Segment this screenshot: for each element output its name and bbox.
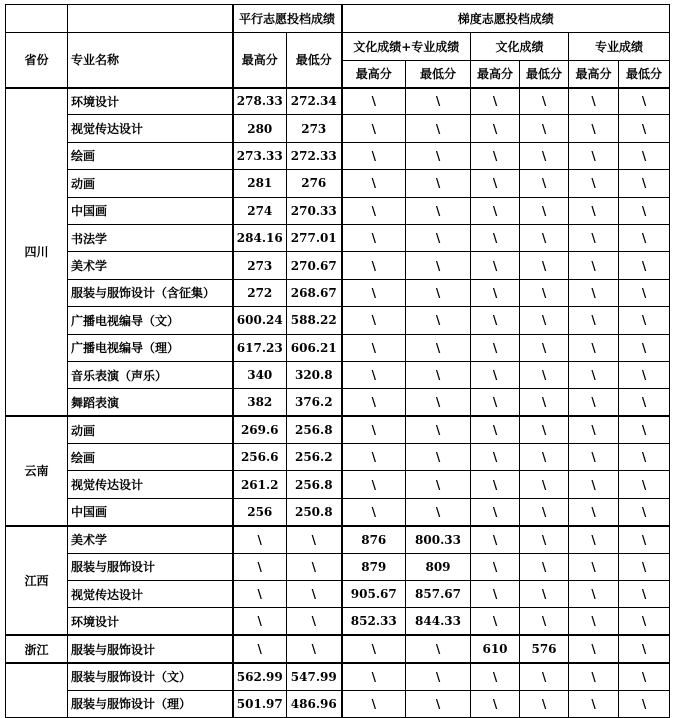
major-name-cell: 动画 [68,170,233,197]
major-name-cell: 美术学 [68,526,233,553]
gradient-score-cell: \ [569,526,619,553]
gradient-score-cell: 857.67 [406,581,471,608]
table-row [6,526,670,553]
gradient-score-cell: \ [471,444,520,471]
major-name-cell: 美术学 [68,252,233,279]
table-row [6,444,670,471]
gradient-score-cell: \ [471,197,520,224]
gradient-score-cell: \ [619,690,670,717]
gradient-score-cell: \ [520,526,569,553]
gradient-score-cell: \ [569,608,619,635]
gradient-score-cell: \ [569,389,619,416]
parallel-min-cell: 256.2 [287,444,342,471]
major-name-cell: 视觉传达设计 [68,115,233,142]
gradient-score-cell: \ [471,142,520,169]
gradient-score-cell: \ [569,279,619,306]
parallel-max-cell: 269.6 [233,416,287,443]
parallel-min-cell: \ [287,608,342,635]
parallel-min-cell: 256.8 [287,416,342,443]
gradient-score-cell: \ [471,224,520,251]
gradient-score-cell: \ [619,498,670,525]
gradient-score-cell: \ [520,471,569,498]
gradient-score-cell: \ [471,663,520,690]
gradient-score-cell: \ [342,88,406,115]
parallel-min-cell: 270.33 [287,197,342,224]
gradient-score-cell: \ [569,553,619,580]
parallel-min-cell: 270.67 [287,252,342,279]
gradient-score-cell: \ [406,663,471,690]
gradient-score-cell: \ [520,170,569,197]
gradient-score-cell: \ [406,197,471,224]
parallel-max-cell: 284.16 [233,224,287,251]
gradient-score-cell: \ [342,690,406,717]
gradient-score-cell: \ [406,88,471,115]
g1-min-header: 最低分 [406,61,471,88]
gradient-score-cell: \ [569,361,619,388]
province-column-header: 省份 [6,33,68,88]
gradient-score-cell: \ [520,608,569,635]
gradient-score-cell: \ [619,334,670,361]
g1-max-header: 最高分 [342,61,406,88]
province-cell: 江西 [6,526,68,636]
culture-header: 文化成绩 [471,33,569,61]
parallel-min-cell: 272.33 [287,142,342,169]
gradient-score-cell: \ [342,334,406,361]
gradient-score-cell: \ [520,416,569,443]
gradient-score-cell: \ [520,444,569,471]
gradient-score-cell: \ [520,115,569,142]
parallel-min-cell: 272.34 [287,88,342,115]
gradient-score-cell: \ [342,279,406,306]
gradient-score-cell: \ [406,389,471,416]
gradient-score-cell: \ [619,307,670,334]
gradient-score-cell: \ [471,608,520,635]
major-name-cell: 中国画 [68,498,233,525]
gradient-score-cell: \ [406,307,471,334]
gradient-score-cell: 905.67 [342,581,406,608]
major-name-cell: 动画 [68,416,233,443]
gradient-score-cell: \ [406,471,471,498]
major-name-cell: 环境设计 [68,88,233,115]
gradient-score-cell: \ [569,663,619,690]
gradient-score-cell: \ [569,170,619,197]
major-name-cell: 绘画 [68,142,233,169]
gradient-score-cell: \ [619,197,670,224]
gradient-score-cell: \ [569,142,619,169]
major-column-header: 专业名称 [68,33,233,88]
parallel-max-header: 最高分 [233,33,287,88]
gradient-score-cell: \ [520,663,569,690]
gradient-score-cell: \ [569,252,619,279]
gradient-score-cell: \ [342,498,406,525]
parallel-min-cell: 250.8 [287,498,342,525]
parallel-max-cell: \ [233,581,287,608]
gradient-score-cell: \ [342,663,406,690]
province-cell [6,663,68,718]
major-score-header: 专业成绩 [569,33,670,61]
gradient-score-cell: \ [520,88,569,115]
table-row [6,224,670,251]
gradient-score-cell: \ [342,197,406,224]
province-cell: 浙江 [6,635,68,662]
parallel-max-cell: 617.23 [233,334,287,361]
parallel-max-cell: 562.99 [233,663,287,690]
table-row [6,361,670,388]
gradient-score-cell: \ [471,553,520,580]
g2-min-header: 最低分 [520,61,569,88]
gradient-score-cell: \ [471,279,520,306]
major-name-cell: 服装与服饰设计（文） [68,663,233,690]
gradient-score-cell: 610 [471,635,520,662]
major-name-cell: 音乐表演（声乐） [68,361,233,388]
parallel-max-cell: 273 [233,252,287,279]
parallel-max-cell: \ [233,553,287,580]
gradient-score-cell: \ [406,690,471,717]
gradient-score-cell: \ [520,553,569,580]
gradient-score-cell: \ [619,142,670,169]
culture-plus-major-header: 文化成绩+专业成绩 [342,33,471,61]
gradient-score-cell: \ [406,635,471,662]
major-name-cell: 绘画 [68,444,233,471]
major-name-cell: 服装与服饰设计 [68,553,233,580]
gradient-score-cell: \ [342,389,406,416]
gradient-score-cell: \ [471,252,520,279]
table-row [6,115,670,142]
gradient-score-cell: \ [520,279,569,306]
gradient-score-cell: \ [406,224,471,251]
parallel-max-cell: \ [233,526,287,553]
gradient-score-cell: \ [471,170,520,197]
parallel-min-cell: 256.8 [287,471,342,498]
gradient-score-cell: \ [406,279,471,306]
gradient-score-cell: \ [619,553,670,580]
parallel-min-cell: \ [287,581,342,608]
gradient-score-cell: \ [471,690,520,717]
table-row [6,471,670,498]
gradient-score-cell: \ [471,498,520,525]
parallel-min-cell: 276 [287,170,342,197]
g3-min-header: 最低分 [619,61,670,88]
gradient-score-cell: \ [471,471,520,498]
gradient-score-cell: \ [569,197,619,224]
gradient-score-cell: \ [619,279,670,306]
gradient-score-cell: \ [569,635,619,662]
gradient-score-cell: \ [619,361,670,388]
gradient-score-cell: \ [406,334,471,361]
province-cell: 四川 [6,88,68,417]
parallel-min-cell: 547.99 [287,663,342,690]
gradient-score-cell: \ [342,115,406,142]
major-name-cell: 舞蹈表演 [68,389,233,416]
parallel-max-cell: 261.2 [233,471,287,498]
gradient-score-cell: \ [569,471,619,498]
table-row [6,416,670,443]
gradient-score-cell: \ [569,498,619,525]
gradient-score-cell: \ [520,389,569,416]
gradient-score-cell: \ [619,88,670,115]
gradient-score-cell: \ [471,307,520,334]
gradient-score-cell: \ [619,635,670,662]
gradient-score-cell: \ [471,334,520,361]
parallel-max-cell: 280 [233,115,287,142]
parallel-max-cell: 256.6 [233,444,287,471]
gradient-score-cell: 852.33 [342,608,406,635]
parallel-min-cell: 588.22 [287,307,342,334]
major-name-cell: 视觉传达设计 [68,581,233,608]
province-cell: 云南 [6,416,68,526]
parallel-min-cell: 376.2 [287,389,342,416]
parallel-min-cell: 486.96 [287,690,342,717]
gradient-score-cell: \ [342,444,406,471]
gradient-score-cell: \ [520,142,569,169]
gradient-score-cell: \ [471,88,520,115]
parallel-min-cell: \ [287,635,342,662]
gradient-score-cell: \ [569,690,619,717]
major-name-cell: 服装与服饰设计 [68,635,233,662]
table-header [6,5,670,88]
parallel-max-cell: \ [233,635,287,662]
major-name-cell: 广播电视编导（文） [68,307,233,334]
gradient-score-cell: 844.33 [406,608,471,635]
gradient-score-cell: \ [569,224,619,251]
gradient-score-cell: \ [342,307,406,334]
parallel-max-cell: 501.97 [233,690,287,717]
major-name-cell: 广播电视编导（理） [68,334,233,361]
gradient-score-cell: \ [406,361,471,388]
parallel-max-cell: 281 [233,170,287,197]
gradient-score-cell: \ [619,170,670,197]
gradient-score-cell: \ [520,498,569,525]
gradient-score-cell: \ [569,416,619,443]
parallel-min-cell: 320.8 [287,361,342,388]
gradient-score-cell: \ [569,334,619,361]
parallel-max-cell: 340 [233,361,287,388]
parallel-min-cell: 268.67 [287,279,342,306]
gradient-score-cell: 576 [520,635,569,662]
table-body [6,88,670,718]
gradient-score-cell: \ [471,361,520,388]
gradient-score-cell: \ [406,252,471,279]
gradient-score-cell: \ [619,608,670,635]
gradient-header: 梯度志愿投档成绩 [342,5,670,33]
gradient-score-cell: \ [619,252,670,279]
gradient-score-cell: \ [471,389,520,416]
gradient-score-cell: \ [342,416,406,443]
header-blank-major [68,5,233,33]
parallel-min-cell: 273 [287,115,342,142]
gradient-score-cell: \ [406,498,471,525]
table-row [6,307,670,334]
parallel-min-cell: \ [287,526,342,553]
table-row [6,690,670,717]
parallel-min-header: 最低分 [287,33,342,88]
gradient-score-cell: \ [520,690,569,717]
table-row [6,389,670,416]
gradient-score-cell: \ [569,88,619,115]
gradient-score-cell: \ [520,307,569,334]
parallel-max-cell: 278.33 [233,88,287,115]
gradient-score-cell: \ [342,635,406,662]
parallel-min-cell: 277.01 [287,224,342,251]
gradient-score-cell: \ [342,142,406,169]
gradient-score-cell: \ [569,581,619,608]
gradient-score-cell: \ [342,224,406,251]
gradient-score-cell: 876 [342,526,406,553]
parallel-max-cell: 274 [233,197,287,224]
table-row [6,88,670,115]
gradient-score-cell: \ [569,307,619,334]
g2-max-header: 最高分 [471,61,520,88]
parallel-max-cell: 382 [233,389,287,416]
table-row [6,142,670,169]
gradient-score-cell: \ [619,224,670,251]
admission-score-table [5,4,670,718]
parallel-max-cell: 600.24 [233,307,287,334]
gradient-score-cell: \ [520,581,569,608]
g3-max-header: 最高分 [569,61,619,88]
major-name-cell: 书法学 [68,224,233,251]
parallel-min-cell: 606.21 [287,334,342,361]
gradient-score-cell: \ [406,115,471,142]
parallel-max-cell: 272 [233,279,287,306]
table-row [6,663,670,690]
gradient-score-cell: \ [406,416,471,443]
table-row [6,252,670,279]
gradient-score-cell: \ [342,170,406,197]
gradient-score-cell: 800.33 [406,526,471,553]
major-name-cell: 服装与服饰设计（含征集） [68,279,233,306]
gradient-score-cell: \ [619,115,670,142]
table-row [6,334,670,361]
major-name-cell: 中国画 [68,197,233,224]
gradient-score-cell: \ [520,224,569,251]
gradient-score-cell: \ [406,142,471,169]
parallel-min-cell: \ [287,553,342,580]
gradient-score-cell: \ [342,252,406,279]
gradient-score-cell: \ [471,115,520,142]
gradient-score-cell: \ [619,663,670,690]
table-row [6,553,670,580]
gradient-score-cell: \ [619,444,670,471]
major-name-cell: 服装与服饰设计（理） [68,690,233,717]
parallel-max-cell: \ [233,608,287,635]
gradient-score-cell: \ [619,471,670,498]
table-row [6,498,670,525]
major-name-cell: 环境设计 [68,608,233,635]
parallel-max-cell: 256 [233,498,287,525]
gradient-score-cell: \ [520,361,569,388]
gradient-score-cell: \ [520,334,569,361]
gradient-score-cell: \ [569,115,619,142]
table-row [6,279,670,306]
table-row [6,635,670,662]
gradient-score-cell: \ [619,581,670,608]
gradient-score-cell: \ [342,361,406,388]
gradient-score-cell: \ [406,170,471,197]
gradient-score-cell: \ [471,526,520,553]
gradient-score-cell: \ [619,526,670,553]
gradient-score-cell: 879 [342,553,406,580]
table-row [6,170,670,197]
gradient-score-cell: 809 [406,553,471,580]
gradient-score-cell: \ [471,581,520,608]
gradient-score-cell: \ [471,416,520,443]
table-row [6,197,670,224]
gradient-score-cell: \ [520,252,569,279]
score-sheet [5,4,670,718]
header-blank-province [6,5,68,33]
parallel-max-cell: 273.33 [233,142,287,169]
gradient-score-cell: \ [619,389,670,416]
gradient-score-cell: \ [342,471,406,498]
gradient-score-cell: \ [569,444,619,471]
gradient-score-cell: \ [619,416,670,443]
parallel-header: 平行志愿投档成绩 [233,5,342,33]
gradient-score-cell: \ [406,444,471,471]
table-row [6,581,670,608]
major-name-cell: 视觉传达设计 [68,471,233,498]
table-row [6,608,670,635]
gradient-score-cell: \ [520,197,569,224]
